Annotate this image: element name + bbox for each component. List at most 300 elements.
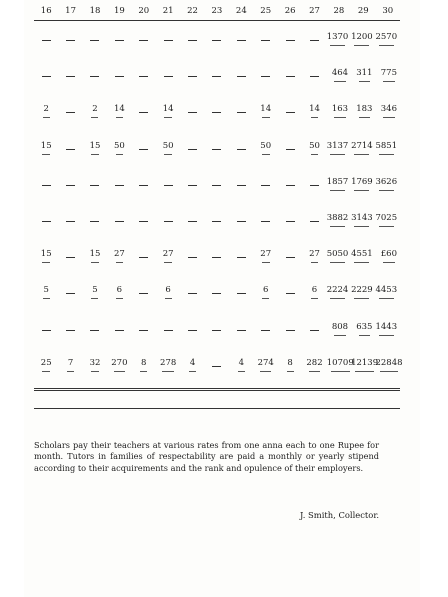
- empty-cell-dash: [236, 112, 246, 113]
- empty-cell-dash: [188, 257, 198, 258]
- empty-cell-dash: [236, 149, 246, 150]
- empty-cell-dash: [188, 293, 198, 294]
- cell-value: 4: [188, 358, 198, 372]
- column-header: 24: [229, 6, 253, 21]
- empty-cell-dash: [66, 221, 76, 222]
- table-cell: [156, 238, 180, 274]
- table-cell: [254, 21, 278, 58]
- empty-cell-dash: [41, 330, 51, 331]
- empty-cell-dash: [163, 185, 173, 186]
- table-cell: [205, 21, 229, 58]
- table-cell: [107, 21, 131, 58]
- cell-value: 2224: [327, 285, 349, 299]
- empty-cell-dash: [139, 293, 149, 294]
- table-cell: [327, 274, 351, 310]
- table-cell: [180, 130, 204, 166]
- empty-cell-dash: [236, 293, 246, 294]
- column-header: 20: [132, 6, 156, 21]
- empty-cell-dash: [139, 76, 149, 77]
- column-header: 17: [58, 6, 82, 21]
- table-cell: [132, 21, 156, 58]
- cell-value: 3137: [327, 141, 349, 155]
- empty-cell-dash: [188, 112, 198, 113]
- table-cell: [229, 311, 253, 347]
- table-cell: [302, 311, 326, 347]
- empty-cell-dash: [90, 40, 100, 41]
- table-cell: [180, 57, 204, 93]
- empty-cell-dash: [309, 40, 319, 41]
- empty-cell-dash: [236, 330, 246, 331]
- cell-value: 270: [111, 358, 127, 372]
- cell-value: £60: [381, 249, 397, 263]
- table-cell: [278, 238, 302, 274]
- cell-value: 635: [356, 322, 372, 336]
- table-cell: [156, 347, 180, 383]
- empty-cell-dash: [139, 40, 149, 41]
- cell-value: 183: [356, 104, 372, 118]
- table-cell: [58, 274, 82, 310]
- empty-cell-dash: [285, 149, 295, 150]
- cell-value: 2: [90, 104, 100, 118]
- column-header: 16: [34, 6, 58, 21]
- empty-cell-dash: [163, 330, 173, 331]
- table-cell: [351, 93, 375, 129]
- empty-cell-dash: [188, 185, 198, 186]
- table-cell: [375, 57, 400, 93]
- cell-value: 50: [114, 141, 125, 155]
- table-cell: [278, 311, 302, 347]
- cell-value: 2570: [375, 32, 397, 46]
- table-cell: [351, 274, 375, 310]
- table-cell: [254, 347, 278, 383]
- table-cell: [83, 57, 107, 93]
- table-cell: [58, 311, 82, 347]
- table-cell: [34, 238, 58, 274]
- table-cell: [34, 202, 58, 238]
- empty-cell-dash: [90, 76, 100, 77]
- table-cell: [58, 202, 82, 238]
- cell-value: 50: [309, 141, 320, 155]
- empty-cell-dash: [261, 40, 271, 41]
- statistics-table: [34, 6, 403, 383]
- empty-cell-dash: [66, 40, 76, 41]
- table-cell: [351, 57, 375, 93]
- cell-value: 27: [163, 249, 174, 263]
- cell-value: 311: [356, 68, 372, 82]
- table-cell: [278, 274, 302, 310]
- table-cell: [302, 93, 326, 129]
- table-cell: [302, 166, 326, 202]
- empty-cell-dash: [139, 149, 149, 150]
- cell-value: 27: [309, 249, 320, 263]
- table-cell: [254, 311, 278, 347]
- empty-cell-dash: [285, 76, 295, 77]
- table-end-rule: [34, 408, 400, 409]
- table-cell: [278, 57, 302, 93]
- table-cell: [229, 130, 253, 166]
- empty-cell-dash: [285, 185, 295, 186]
- table-row: [34, 57, 400, 93]
- table-row: [34, 347, 400, 383]
- table-cell: [375, 311, 400, 347]
- footnote-paragraph: Scholars pay their teachers at various rates from one anna each to one Rupee for month. Tutors in families of respectability are paid a monthly or yearly stipend according to their acquirements and the rank and opulence of their employers.: [34, 440, 379, 473]
- column-header: 22: [180, 6, 204, 21]
- table-cell: [132, 93, 156, 129]
- cell-value: 808: [332, 322, 348, 336]
- table-cell: [302, 274, 326, 310]
- cell-value: 4: [236, 358, 246, 372]
- table-cell: [278, 93, 302, 129]
- cell-value: 8: [285, 358, 295, 372]
- cell-value: 27: [114, 249, 125, 263]
- table-cell: [107, 130, 131, 166]
- cell-value: 5: [90, 285, 100, 299]
- cell-value: 14: [309, 104, 320, 118]
- table-cell: [205, 57, 229, 93]
- cell-value: 346: [381, 104, 397, 118]
- table-cell: [83, 202, 107, 238]
- empty-cell-dash: [139, 330, 149, 331]
- empty-cell-dash: [66, 330, 76, 331]
- table-cell: [180, 93, 204, 129]
- table-cell: [229, 347, 253, 383]
- table-cell: [156, 274, 180, 310]
- table-cell: [205, 274, 229, 310]
- table-cell: [229, 274, 253, 310]
- empty-cell-dash: [114, 221, 124, 222]
- cell-value: 12139: [351, 358, 378, 372]
- cell-value: 278: [160, 358, 176, 372]
- cell-value: 14: [163, 104, 174, 118]
- table-body: [34, 21, 403, 383]
- table-cell: [229, 202, 253, 238]
- cell-value: 5050: [327, 249, 349, 263]
- cell-value: 3143: [351, 213, 373, 227]
- empty-cell-dash: [309, 185, 319, 186]
- empty-cell-dash: [285, 40, 295, 41]
- table-cell: [254, 57, 278, 93]
- empty-cell-dash: [139, 185, 149, 186]
- cell-value: 15: [90, 141, 101, 155]
- table-cell: [34, 57, 58, 93]
- table-cell: [278, 202, 302, 238]
- empty-cell-dash: [212, 185, 222, 186]
- table-cell: [83, 274, 107, 310]
- table-cell: [107, 202, 131, 238]
- table-cell: [326, 347, 354, 383]
- empty-cell-dash: [114, 185, 124, 186]
- cell-value: 282: [306, 358, 322, 372]
- cell-value: 15: [41, 249, 52, 263]
- empty-cell-dash: [41, 76, 51, 77]
- column-header: 25: [254, 6, 278, 21]
- table-cell: [351, 130, 375, 166]
- table-cell: [327, 130, 351, 166]
- table-row: [34, 238, 400, 274]
- table-cell: [205, 130, 229, 166]
- table-cell: [375, 274, 400, 310]
- cell-value: 14: [260, 104, 271, 118]
- table-cell: [83, 166, 107, 202]
- empty-cell-dash: [66, 257, 76, 258]
- table-cell: [156, 93, 180, 129]
- table-cell: [180, 311, 204, 347]
- empty-cell-dash: [261, 76, 271, 77]
- empty-cell-dash: [163, 221, 173, 222]
- empty-cell-dash: [90, 330, 100, 331]
- empty-cell-dash: [309, 221, 319, 222]
- table-cell: [34, 274, 58, 310]
- collector-signature: J. Smith, Collector.: [300, 510, 380, 520]
- table-cell: [107, 347, 131, 383]
- table-cell: [83, 311, 107, 347]
- empty-cell-dash: [90, 185, 100, 186]
- table-cell: [302, 347, 326, 383]
- empty-cell-dash: [212, 76, 222, 77]
- column-header: 23: [205, 6, 229, 21]
- table-cell: [327, 311, 351, 347]
- empty-cell-dash: [66, 149, 76, 150]
- cell-value: 2: [41, 104, 51, 118]
- empty-cell-dash: [285, 112, 295, 113]
- cell-value: 775: [381, 68, 397, 82]
- table-cell: [132, 311, 156, 347]
- table-cell: [229, 57, 253, 93]
- table-cell: [302, 202, 326, 238]
- empty-cell-dash: [90, 221, 100, 222]
- table-cell: [132, 202, 156, 238]
- table-cell: [375, 130, 400, 166]
- table-cell: [302, 130, 326, 166]
- table-cell: [205, 311, 229, 347]
- empty-cell-dash: [285, 293, 295, 294]
- cell-value: 464: [332, 68, 348, 82]
- empty-cell-dash: [188, 149, 198, 150]
- empty-cell-dash: [285, 221, 295, 222]
- column-header: 19: [107, 6, 131, 21]
- empty-cell-dash: [236, 257, 246, 258]
- table-cell: [58, 166, 82, 202]
- empty-cell-dash: [309, 330, 319, 331]
- cell-value: 7: [66, 358, 76, 372]
- table-cell: [180, 21, 204, 58]
- table-cell: [375, 21, 400, 58]
- cell-value: 1857: [327, 177, 349, 191]
- empty-cell-dash: [114, 76, 124, 77]
- table-cell: [58, 93, 82, 129]
- table-cell: [58, 347, 82, 383]
- table-cell: [83, 21, 107, 58]
- empty-cell-dash: [212, 221, 222, 222]
- empty-cell-dash: [212, 40, 222, 41]
- table-cell: [327, 93, 351, 129]
- table-cell: [375, 93, 400, 129]
- table-cell: [327, 21, 351, 58]
- table-cell: [351, 238, 375, 274]
- table-row: [34, 21, 400, 58]
- cell-value: 5: [41, 285, 51, 299]
- table-cell: [132, 130, 156, 166]
- cell-value: 4551: [351, 249, 373, 263]
- table-cell: [156, 21, 180, 58]
- cell-value: 6: [309, 285, 319, 299]
- table-cell: [278, 130, 302, 166]
- cell-value: 2229: [351, 285, 373, 299]
- cell-value: 6: [163, 285, 173, 299]
- empty-cell-dash: [188, 330, 198, 331]
- empty-cell-dash: [285, 257, 295, 258]
- table-cell: [107, 238, 131, 274]
- table-cell: [254, 202, 278, 238]
- cell-value: 25: [41, 358, 52, 372]
- cell-value: 32: [90, 358, 101, 372]
- table-cell: [107, 57, 131, 93]
- table-cell: [83, 93, 107, 129]
- table-cell: [302, 21, 326, 58]
- empty-cell-dash: [285, 330, 295, 331]
- cell-value: 50: [163, 141, 174, 155]
- empty-cell-dash: [41, 40, 51, 41]
- table-cell: [58, 57, 82, 93]
- table-cell: [205, 347, 229, 383]
- cell-value: 50: [260, 141, 271, 155]
- empty-cell-dash: [309, 76, 319, 77]
- cell-value: 22848: [375, 358, 402, 372]
- table-bottom-rule: [34, 388, 400, 391]
- empty-cell-dash: [212, 112, 222, 113]
- table-cell: [107, 311, 131, 347]
- table-cell: [180, 202, 204, 238]
- table-cell: [254, 93, 278, 129]
- cell-value: 15: [90, 249, 101, 263]
- empty-cell-dash: [188, 40, 198, 41]
- table-cell: [278, 21, 302, 58]
- cell-value: 1769: [351, 177, 373, 191]
- table-cell: [327, 57, 351, 93]
- table-cell: [278, 166, 302, 202]
- empty-cell-dash: [66, 293, 76, 294]
- table-cell: [254, 238, 278, 274]
- table-cell: [34, 166, 58, 202]
- column-header: 26: [278, 6, 302, 21]
- cell-value: 4453: [375, 285, 397, 299]
- empty-cell-dash: [139, 112, 149, 113]
- table-cell: [156, 130, 180, 166]
- empty-cell-dash: [114, 40, 124, 41]
- table-row: [34, 166, 400, 202]
- empty-cell-dash: [66, 76, 76, 77]
- empty-cell-dash: [261, 330, 271, 331]
- cell-value: 2714: [351, 141, 373, 155]
- column-header: 29: [351, 6, 375, 21]
- empty-cell-dash: [188, 221, 198, 222]
- table-cell: [327, 166, 351, 202]
- empty-cell-dash: [139, 221, 149, 222]
- table-cell: [132, 238, 156, 274]
- table-row: [34, 93, 400, 129]
- table-cell: [34, 93, 58, 129]
- empty-cell-dash: [236, 185, 246, 186]
- table-cell: [180, 166, 204, 202]
- cell-value: 7025: [375, 213, 397, 227]
- table-cell: [58, 130, 82, 166]
- table-cell: [375, 238, 400, 274]
- column-header: 27: [302, 6, 326, 21]
- table-cell: [156, 202, 180, 238]
- table-cell: [180, 274, 204, 310]
- empty-cell-dash: [41, 185, 51, 186]
- empty-cell-dash: [212, 149, 222, 150]
- table-cell: [351, 202, 375, 238]
- table-cell: [351, 347, 379, 383]
- empty-cell-dash: [261, 185, 271, 186]
- table-row: [34, 202, 400, 238]
- empty-cell-dash: [236, 40, 246, 41]
- table-cell: [254, 274, 278, 310]
- cell-value: 163: [332, 104, 348, 118]
- column-header: 28: [327, 6, 351, 21]
- cell-value: 274: [258, 358, 274, 372]
- column-header: 18: [83, 6, 107, 21]
- table-cell: [229, 238, 253, 274]
- cell-value: 14: [114, 104, 125, 118]
- cell-value: 8: [139, 358, 149, 372]
- table-cell: [156, 57, 180, 93]
- table-cell: [229, 166, 253, 202]
- table-row: [34, 311, 400, 347]
- cell-value: 6: [261, 285, 271, 299]
- table-cell: [254, 166, 278, 202]
- table-cell: [205, 202, 229, 238]
- empty-cell-dash: [41, 221, 51, 222]
- empty-cell-dash: [163, 76, 173, 77]
- table-cell: [34, 130, 58, 166]
- table-cell: [351, 311, 375, 347]
- empty-cell-dash: [66, 185, 76, 186]
- table-cell: [375, 166, 400, 202]
- cell-value: 3626: [375, 177, 397, 191]
- table-row: [34, 274, 400, 310]
- table-cell: [180, 238, 204, 274]
- cell-value: 1370: [327, 32, 349, 46]
- cell-value: 10709: [327, 358, 354, 372]
- empty-cell-dash: [163, 40, 173, 41]
- table-cell: [34, 21, 58, 58]
- table-cell: [205, 166, 229, 202]
- table-cell: [58, 238, 82, 274]
- table-cell: [327, 202, 351, 238]
- cell-value: 1200: [351, 32, 373, 46]
- table-cell: [375, 202, 400, 238]
- table-cell: [107, 274, 131, 310]
- cell-value: 5851: [375, 141, 397, 155]
- empty-cell-dash: [66, 112, 76, 113]
- table-cell: [156, 311, 180, 347]
- table-cell: [132, 347, 156, 383]
- table-cell: [302, 238, 326, 274]
- column-header: 30: [375, 6, 400, 21]
- table-cell: [205, 238, 229, 274]
- empty-cell-dash: [212, 330, 222, 331]
- table-header-row: [34, 6, 400, 21]
- empty-cell-dash: [261, 221, 271, 222]
- empty-cell-dash: [236, 221, 246, 222]
- empty-cell-dash: [212, 366, 222, 367]
- table-cell: [375, 347, 403, 383]
- table-cell: [107, 93, 131, 129]
- cell-value: 6: [114, 285, 124, 299]
- table-cell: [205, 93, 229, 129]
